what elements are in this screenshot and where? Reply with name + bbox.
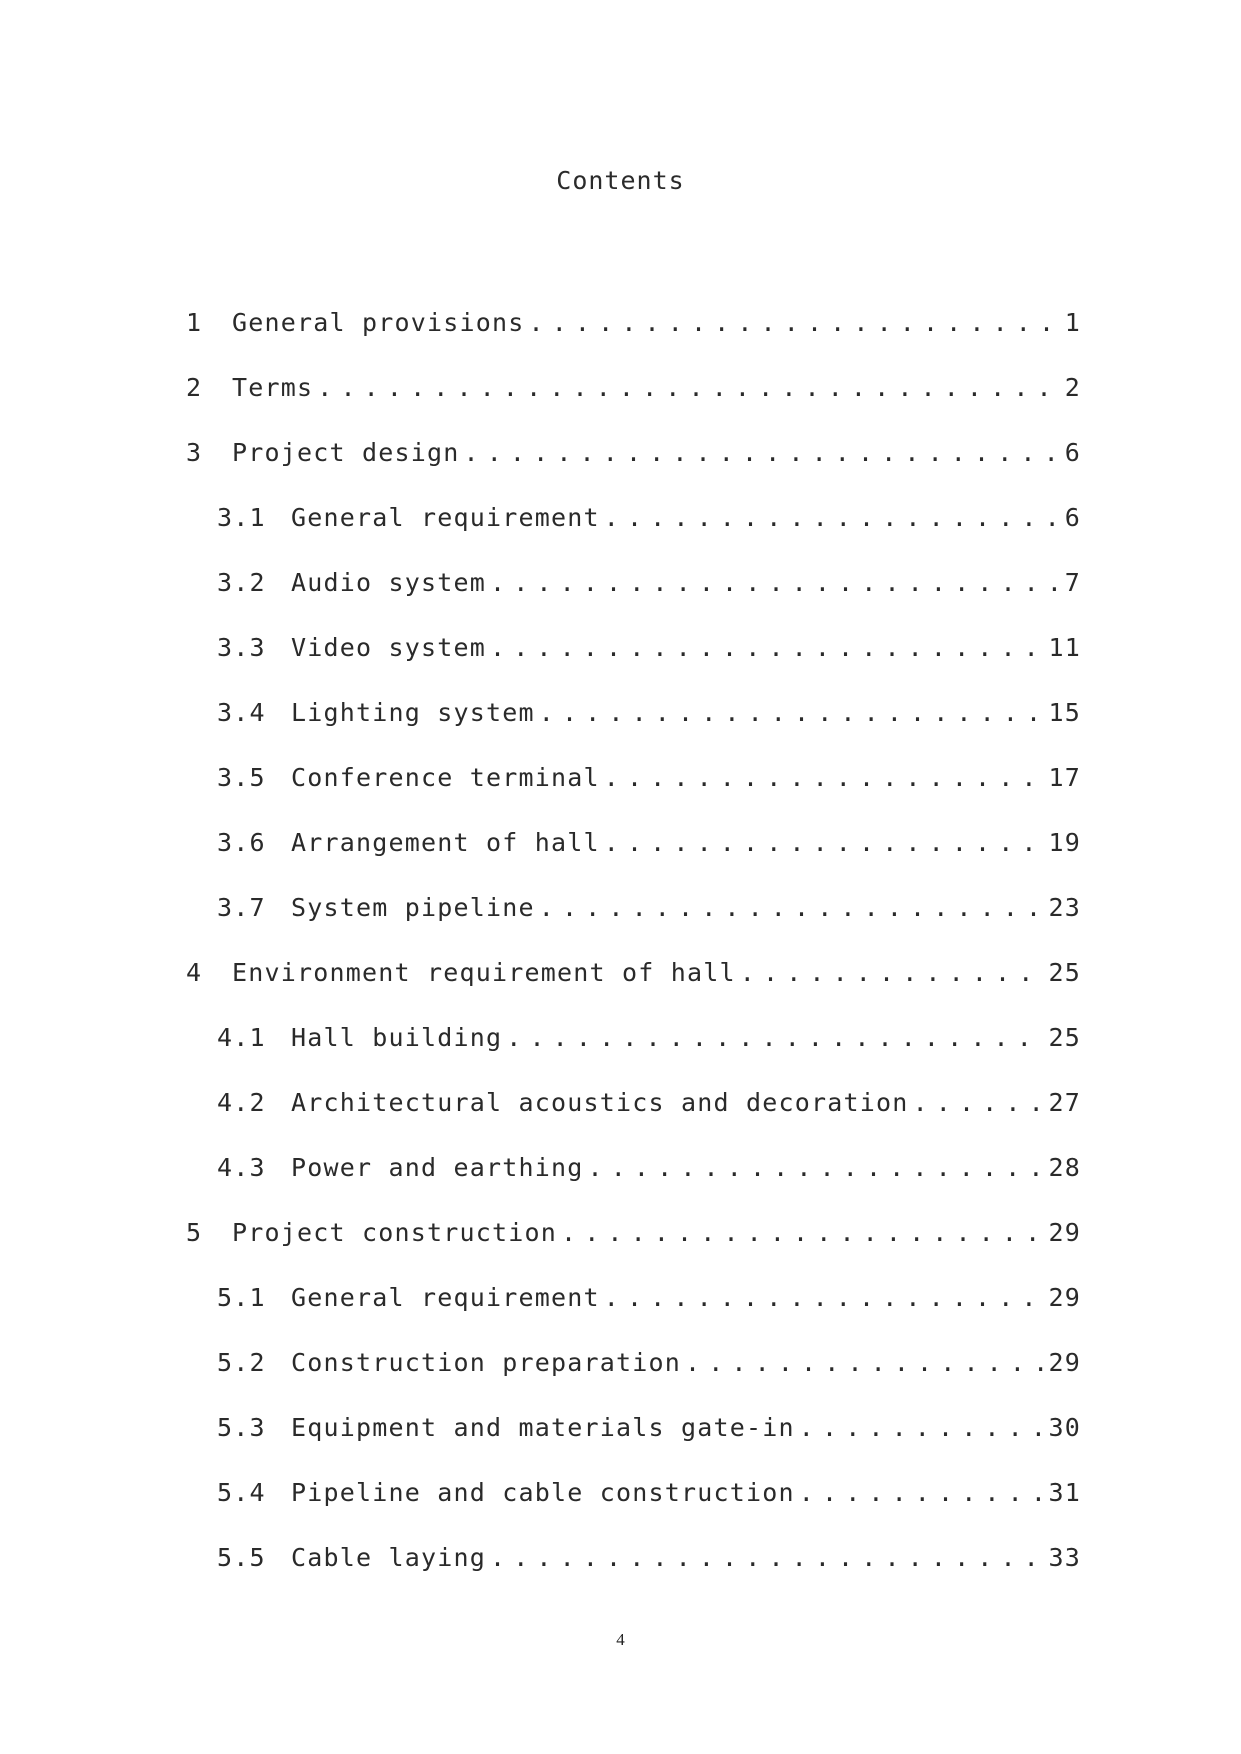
toc-entry-title: Architectural acoustics and decoration <box>291 1087 909 1117</box>
dot-leader <box>490 631 1044 665</box>
toc-entry-number: 3.5 <box>217 762 266 792</box>
toc-entry-page: 31 <box>1048 1477 1081 1507</box>
dot-leader <box>588 1151 1045 1185</box>
toc-entry-title: Conference terminal <box>291 762 600 792</box>
toc-entry-page: 29 <box>1048 1217 1081 1247</box>
toc-entry-number: 3.3 <box>217 632 266 662</box>
toc-entry-title: Lighting system <box>291 697 535 727</box>
toc-entry-page: 19 <box>1048 827 1081 857</box>
toc-entry[interactable] <box>0 1200 1241 1265</box>
toc-entry-number: 3.6 <box>217 827 266 857</box>
dot-leader <box>799 1411 1045 1445</box>
dot-leader <box>561 1216 1044 1250</box>
toc-entry-number: 3.2 <box>217 567 266 597</box>
toc-entry-page: 30 <box>1048 1412 1081 1442</box>
dot-leader <box>604 761 1045 795</box>
toc-entry-number: 4.1 <box>217 1022 266 1052</box>
toc-entry-page: 15 <box>1048 697 1081 727</box>
toc-entry-number: 5.5 <box>217 1542 266 1572</box>
toc-entry[interactable] <box>0 1395 1241 1460</box>
toc-entry[interactable] <box>0 1330 1241 1395</box>
toc-entry-number: 5.2 <box>217 1347 266 1377</box>
toc-entry-title: Construction preparation <box>291 1347 682 1377</box>
toc-entry-number: 5.4 <box>217 1477 266 1507</box>
dot-leader <box>604 826 1045 860</box>
toc-entry-title: Video system <box>291 632 487 662</box>
toc-entry[interactable] <box>0 1005 1241 1070</box>
toc-entry-title: General requirement <box>291 1282 600 1312</box>
toc-entry-number: 3.4 <box>217 697 266 727</box>
dot-leader <box>604 1281 1045 1315</box>
dot-leader <box>529 306 1061 340</box>
table-of-contents <box>0 290 1241 1590</box>
toc-entry-number: 5.3 <box>217 1412 266 1442</box>
toc-entry-title: Power and earthing <box>291 1152 584 1182</box>
toc-entry[interactable] <box>0 745 1241 810</box>
dot-leader <box>539 696 1045 730</box>
toc-entry-title: Terms <box>232 372 314 402</box>
toc-entry[interactable] <box>0 290 1241 355</box>
toc-entry-number: 4 <box>186 957 203 987</box>
toc-entry-number: 5 <box>186 1217 203 1247</box>
toc-entry-title: Project design <box>232 437 460 467</box>
page-number: 4 <box>616 1630 625 1649</box>
toc-entry-title: Hall building <box>291 1022 503 1052</box>
toc-entry[interactable] <box>0 1135 1241 1200</box>
toc-entry-page: 6 <box>1064 502 1081 532</box>
toc-entry-page: 28 <box>1048 1152 1081 1182</box>
toc-entry-page: 1 <box>1064 307 1081 337</box>
toc-entry-title: Project construction <box>232 1217 558 1247</box>
dot-leader <box>490 1541 1044 1575</box>
toc-entry-number: 4.2 <box>217 1087 266 1117</box>
toc-entry-title: Cable laying <box>291 1542 487 1572</box>
toc-entry[interactable] <box>0 615 1241 680</box>
dot-leader <box>913 1086 1045 1120</box>
dot-leader <box>799 1476 1045 1510</box>
toc-entry-number: 3.1 <box>217 502 266 532</box>
toc-entry-title: System pipeline <box>291 892 535 922</box>
toc-entry-page: 6 <box>1064 437 1081 467</box>
toc-entry-page: 27 <box>1048 1087 1081 1117</box>
toc-entry[interactable] <box>0 875 1241 940</box>
toc-entry-page: 23 <box>1048 892 1081 922</box>
toc-entry-title: General provisions <box>232 307 525 337</box>
toc-entry-number: 2 <box>186 372 203 402</box>
toc-entry-page: 2 <box>1064 372 1081 402</box>
toc-entry[interactable] <box>0 1265 1241 1330</box>
toc-entry[interactable] <box>0 940 1241 1005</box>
toc-entry-page: 25 <box>1048 957 1081 987</box>
toc-entry-number: 3 <box>186 437 203 467</box>
toc-entry-title: Audio system <box>291 567 487 597</box>
toc-entry-number: 5.1 <box>217 1282 266 1312</box>
dot-leader <box>539 891 1045 925</box>
dot-leader <box>740 956 1045 990</box>
toc-entry[interactable] <box>0 355 1241 420</box>
toc-entry-title: Environment requirement of hall <box>232 957 736 987</box>
toc-entry[interactable] <box>0 1525 1241 1590</box>
toc-entry[interactable] <box>0 550 1241 615</box>
dot-leader <box>604 501 1061 535</box>
toc-entry-page: 33 <box>1048 1542 1081 1572</box>
dot-leader <box>317 371 1060 405</box>
toc-entry[interactable] <box>0 810 1241 875</box>
toc-entry[interactable] <box>0 485 1241 550</box>
toc-entry-page: 29 <box>1048 1347 1081 1377</box>
toc-entry-title: General requirement <box>291 502 600 532</box>
dot-leader <box>464 436 1061 470</box>
toc-entry[interactable] <box>0 1070 1241 1135</box>
page-title: Contents <box>556 166 685 195</box>
toc-entry-page: 11 <box>1048 632 1081 662</box>
toc-entry-page: 25 <box>1048 1022 1081 1052</box>
toc-entry-number: 1 <box>186 307 203 337</box>
dot-leader <box>490 566 1061 600</box>
dot-leader <box>685 1346 1044 1380</box>
toc-entry-number: 4.3 <box>217 1152 266 1182</box>
toc-entry[interactable] <box>0 680 1241 745</box>
toc-entry-page: 17 <box>1048 762 1081 792</box>
toc-entry-title: Pipeline and cable construction <box>291 1477 795 1507</box>
dot-leader <box>506 1021 1044 1055</box>
toc-entry-title: Equipment and materials gate-in <box>291 1412 795 1442</box>
toc-entry[interactable] <box>0 420 1241 485</box>
toc-entry-page: 7 <box>1064 567 1081 597</box>
toc-entry[interactable] <box>0 1460 1241 1525</box>
toc-entry-title: Arrangement of hall <box>291 827 600 857</box>
toc-entry-page: 29 <box>1048 1282 1081 1312</box>
toc-entry-number: 3.7 <box>217 892 266 922</box>
